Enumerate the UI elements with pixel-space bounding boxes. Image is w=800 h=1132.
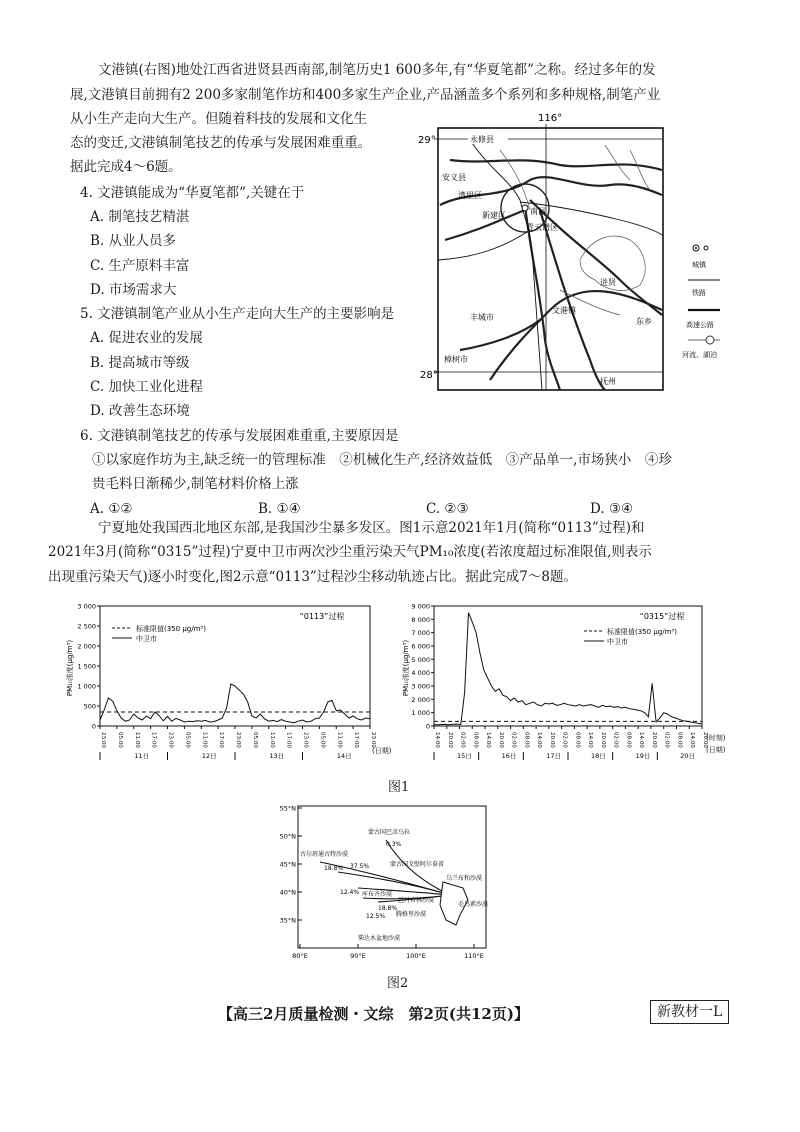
chart-0315 — [400, 598, 740, 763]
lat-top-label: 29° — [418, 135, 436, 146]
fig2-label-gobialtai: 蒙古国戈壁阿尔泰省 — [390, 861, 445, 868]
passage1-line2: 展,文港镇目前拥有2 200多家制笔作坊和400多家生产企业,产品涵盖多个系列和多种规格,制笔产业 — [70, 87, 661, 103]
place-xinjian: 新建区 — [482, 211, 506, 220]
c2-ytick-label: 3 000 — [411, 682, 430, 691]
fig2-lon-label: 80°E — [292, 952, 308, 960]
passage2-line2: 2021年3月(简称“0315”过程)宁夏中卫市两次沙尘重污染天气PM₁₀浓度(若浓度超过标准限值,则表示 — [48, 544, 652, 560]
chart2-frame — [434, 606, 702, 726]
fig2-lat-label: 50°N — [279, 832, 296, 841]
c2-xtick-label: 14:00 — [587, 732, 594, 748]
c1-ytick-label: 2 000 — [77, 642, 96, 651]
chart-0113 — [60, 598, 392, 763]
fig2-pct-4: 18.8% — [378, 905, 398, 912]
legend-river: 河流、湖泊 — [682, 351, 717, 359]
legend-highway: 高速公路 — [686, 321, 714, 329]
fig2-label-tengger: 腾格里沙漠 — [396, 911, 427, 918]
fig2-lon-label: 100°E — [406, 952, 426, 960]
map-legend — [682, 245, 720, 359]
question-4-option-b[interactable]: B. 从业人员多 — [90, 233, 177, 249]
fig2-pct-3: 12.4% — [340, 889, 360, 896]
c2-xtick-label: 14:00 — [536, 732, 543, 748]
fig2-label-kubuqi: 库布齐沙漠 — [362, 891, 393, 898]
place-anyi: 安义县 — [442, 173, 466, 182]
c2-xtick-label: 20:00 — [599, 732, 606, 748]
question-4-option-c[interactable]: C. 生产原料丰富 — [90, 258, 190, 274]
question-5-stem: 5. 文港镇制笔产业从小生产走向大生产的主要影响是 — [80, 306, 395, 322]
c1-xtick-label: 11:00 — [133, 732, 140, 748]
c2-xtick-label: 14:00 — [689, 732, 696, 748]
chart2-xlabel: (日期) — [706, 746, 726, 754]
c1-day-label: 14日 — [336, 752, 352, 760]
passage1-line4: 态的变迁,文港镇制笔技艺的传承与发展困难重重。 — [70, 135, 372, 151]
c2-ytick-label: 6 000 — [411, 642, 430, 651]
c2-ytick-label: 4 000 — [411, 669, 430, 678]
c1-xtick-label: 11:00 — [268, 732, 275, 748]
c1-xtick-label: 23:00 — [302, 732, 309, 748]
fig2-label-gurbantunggut: 古尔班通古特沙漠 — [300, 851, 349, 858]
fig2-lat-label: 55°N — [279, 804, 296, 813]
c2-ytick-label: 1 000 — [411, 709, 430, 718]
place-wanli: 湾里区 — [458, 191, 482, 200]
c1-ytick-label: 3 000 — [77, 602, 96, 611]
fig2-label-bayanula: 蒙古国巴彦乌拉 — [368, 829, 411, 836]
c1-xtick-label: 05:00 — [116, 732, 123, 748]
chart1-xlabel: (日期) — [372, 747, 392, 755]
c2-xtick-label: 08:00 — [574, 732, 581, 748]
question-4-option-a[interactable]: A. 制笔技艺精湛 — [90, 209, 190, 225]
c2-ytick-label: 5 000 — [411, 655, 430, 664]
figure-2-label: 图2 — [387, 976, 409, 991]
c1-xtick-label: 23:00 — [235, 732, 241, 748]
place-nanchang: 南昌 — [530, 207, 546, 216]
question-6-option-d[interactable]: D. ③④ — [590, 501, 634, 517]
c2-xtick-label: 20:00 — [702, 732, 708, 748]
figure-1-label: 图1 — [388, 780, 410, 795]
fig2-lon-label: 90°E — [350, 952, 366, 960]
question-6-stem: 6. 文港镇制笔技艺的传承与发展困难重重,主要原因是 — [80, 428, 399, 444]
passage1-line5: 据此完成4～6题。 — [70, 159, 182, 175]
passage2-line1: 宁夏地处我国西北地区东部,是我国沙尘暴多发区。图1示意2021年1月(简称“0113”过程)和 — [98, 520, 645, 536]
c2-xtick-label: 20:00 — [446, 732, 453, 748]
c1-day-label: 11日 — [134, 752, 150, 760]
fig2-pct-2: 18.8% — [324, 865, 344, 872]
c1-ytick-label: 0 — [91, 722, 96, 731]
c1-ytick-label: 2 500 — [77, 622, 96, 631]
c2-xtick-label: 08:00 — [676, 732, 683, 748]
passage1-line1: 文港镇(右图)地处江西省进贤县西南部,制笔历史1 600多年,有“华夏笔都”之称。经过多年的发 — [98, 62, 656, 78]
c1-xtick-label: 17:00 — [150, 732, 157, 748]
c2-xtick-label: 14:00 — [485, 732, 492, 748]
question-4-option-d[interactable]: D. 市场需求大 — [90, 282, 177, 298]
c1-day-label: 12日 — [201, 752, 217, 760]
place-fengcheng: 丰城市 — [470, 313, 494, 322]
c1-ytick-label: 1 500 — [77, 662, 96, 671]
c2-ytick-label: 8 000 — [411, 615, 430, 624]
c2-xtick-label: 02:00 — [561, 732, 568, 748]
question-5-option-c[interactable]: C. 加快工业化进程 — [90, 379, 203, 395]
c1-xtick-label: 11:00 — [201, 732, 208, 748]
place-fuzhou: 抚州 — [600, 377, 616, 386]
c2-xtick-label: 02:00 — [663, 732, 670, 748]
fig2-label-qaidam: 柴达木盆地沙漠 — [358, 935, 401, 942]
c1-xtick-label: 17:00 — [218, 732, 225, 748]
c2-xtick-label: 08:00 — [472, 732, 479, 748]
fig2-lat-label: 45°N — [279, 860, 296, 869]
fig2-lat-label: 35°N — [279, 916, 296, 925]
fig2-pct-5: 12.5% — [366, 913, 386, 920]
c2-day-label: 17日 — [546, 752, 562, 760]
chart2-legend-standard: 标准限值(350 μg/m³) — [607, 628, 677, 636]
c2-xtick-label: 20:00 — [650, 732, 657, 748]
question-6-option-a[interactable]: A. ①② — [90, 501, 133, 517]
fig2-lat-label: 40°N — [279, 888, 296, 897]
c2-xtick-label: 08:00 — [523, 732, 530, 748]
c2-day-label: 18日 — [590, 752, 606, 760]
chart1-ylabel: PM₁₀浓度(μg/m³) — [66, 639, 74, 697]
c1-xtick-label: 05:00 — [319, 732, 326, 748]
fig2-label-ulanbuh: 乌兰布和沙漠 — [446, 875, 483, 882]
c2-xtick-label: 20:00 — [497, 732, 504, 748]
c2-xtick-label: 14:00 — [638, 732, 645, 748]
nanchang-dot — [522, 205, 528, 211]
chart1-title: “0113”过程 — [299, 612, 345, 621]
chart1-frame — [100, 606, 370, 726]
c1-xtick-label: 23:00 — [370, 732, 376, 748]
chart2-title: “0315”过程 — [639, 612, 685, 621]
chart1-legend-series: 中卫市 — [136, 635, 157, 643]
place-zhangshu: 樟树市 — [444, 355, 468, 364]
chart1-legend-standard: 标准限值(350 μg/m³) — [136, 625, 206, 633]
place-wengang: 文港镇 — [552, 306, 576, 315]
wengang-map — [418, 110, 730, 395]
question-6-items-line2: 贵毛料日渐稀少,制笔材料价格上涨 — [92, 476, 299, 492]
question-4-stem: 4. 文港镇能成为“华夏笔都”,关键在于 — [80, 185, 305, 201]
c2-ytick-label: 0 — [425, 722, 430, 731]
trajectory-map — [278, 800, 508, 970]
lat-bottom-label: 28° — [420, 370, 438, 381]
chart2-xlabel2: (时刻) — [706, 734, 726, 742]
fig2-pct-1: 37.5% — [350, 863, 370, 870]
fig2-lon-label: 110°E — [464, 952, 484, 960]
map-frame — [438, 128, 663, 390]
passage2-line3: 出现重污染天气)逐小时变化,图2示意“0113”过程沙尘移动轨迹占比。据此完成7～8题。 — [48, 569, 577, 585]
c2-xtick-label: 08:00 — [625, 732, 632, 748]
c1-xtick-label: 05:00 — [251, 732, 258, 748]
c2-xtick-label: 14:00 — [434, 732, 440, 748]
place-yongxiu: 永修县 — [470, 135, 494, 144]
c2-xtick-label: 02:00 — [612, 732, 619, 748]
c1-xtick-label: 11:00 — [336, 732, 343, 748]
question-6-option-c[interactable]: C. ②③ — [426, 501, 469, 517]
chart1-series-line — [100, 684, 370, 723]
c2-xtick-label: 02:00 — [510, 732, 517, 748]
question-6-items-line1: ①以家庭作坊为主,缺乏统一的管理标准 ②机械化生产,经济效益低 ③产品单一,市场狭小 ④珍 — [92, 452, 672, 468]
c1-xtick-label: 23:00 — [167, 732, 174, 748]
c1-ytick-label: 1 000 — [77, 682, 96, 691]
c2-xtick-label: 02:00 — [459, 732, 466, 748]
c2-ytick-label: 9 000 — [411, 602, 430, 611]
c2-day-label: 20日 — [680, 752, 696, 760]
lon-label: 116° — [538, 113, 563, 124]
chart2-legend-series: 中卫市 — [607, 638, 628, 646]
c2-ytick-label: 7 000 — [411, 629, 430, 638]
footer-badge: 新教材一L — [650, 1000, 729, 1024]
question-5-option-a[interactable]: A. 促进农业的发展 — [90, 330, 203, 346]
legend-town: 城镇 — [692, 261, 706, 269]
question-5-option-d[interactable]: D. 改善生态环境 — [90, 403, 190, 419]
place-jinxian: 进贤 — [600, 278, 616, 287]
chart2-ylabel: PM₁₀浓度(μg/m³) — [402, 639, 410, 697]
c2-day-label: 15日 — [456, 752, 472, 760]
c2-day-label: 16日 — [501, 752, 517, 760]
footer-center: 【高三2月质量检测・文综 第2页(共12页)】 — [218, 1005, 529, 1023]
legend-railway: 铁路 — [692, 289, 706, 297]
place-qingyunpu: 青云谱区 — [526, 223, 558, 232]
fig2-label-muus: 毛乌素沙漠 — [458, 901, 489, 908]
c1-xtick-label: 05:00 — [184, 732, 191, 748]
c1-xtick-label: 17:00 — [285, 732, 292, 748]
passage1-line3: 从小生产走向大生产。但随着科技的发展和文化生 — [70, 111, 367, 127]
c1-day-label: 13日 — [269, 752, 285, 760]
c2-ytick-label: 2 000 — [411, 695, 430, 704]
fig2-pct-0: 0.3% — [386, 841, 402, 848]
c1-xtick-label: 17:00 — [353, 732, 360, 748]
question-6-option-b[interactable]: B. ①④ — [258, 501, 301, 517]
c1-ytick-label: 500 — [83, 702, 96, 711]
question-5-option-b[interactable]: B. 提高城市等级 — [90, 355, 190, 371]
c2-day-label: 19日 — [635, 752, 651, 760]
place-dongxiang: 东乡 — [636, 317, 652, 326]
fig2-label-badain: 巴丹吉林沙漠 — [398, 897, 435, 904]
c1-xtick-label: 23:00 — [100, 732, 106, 748]
c2-xtick-label: 20:00 — [548, 732, 555, 748]
